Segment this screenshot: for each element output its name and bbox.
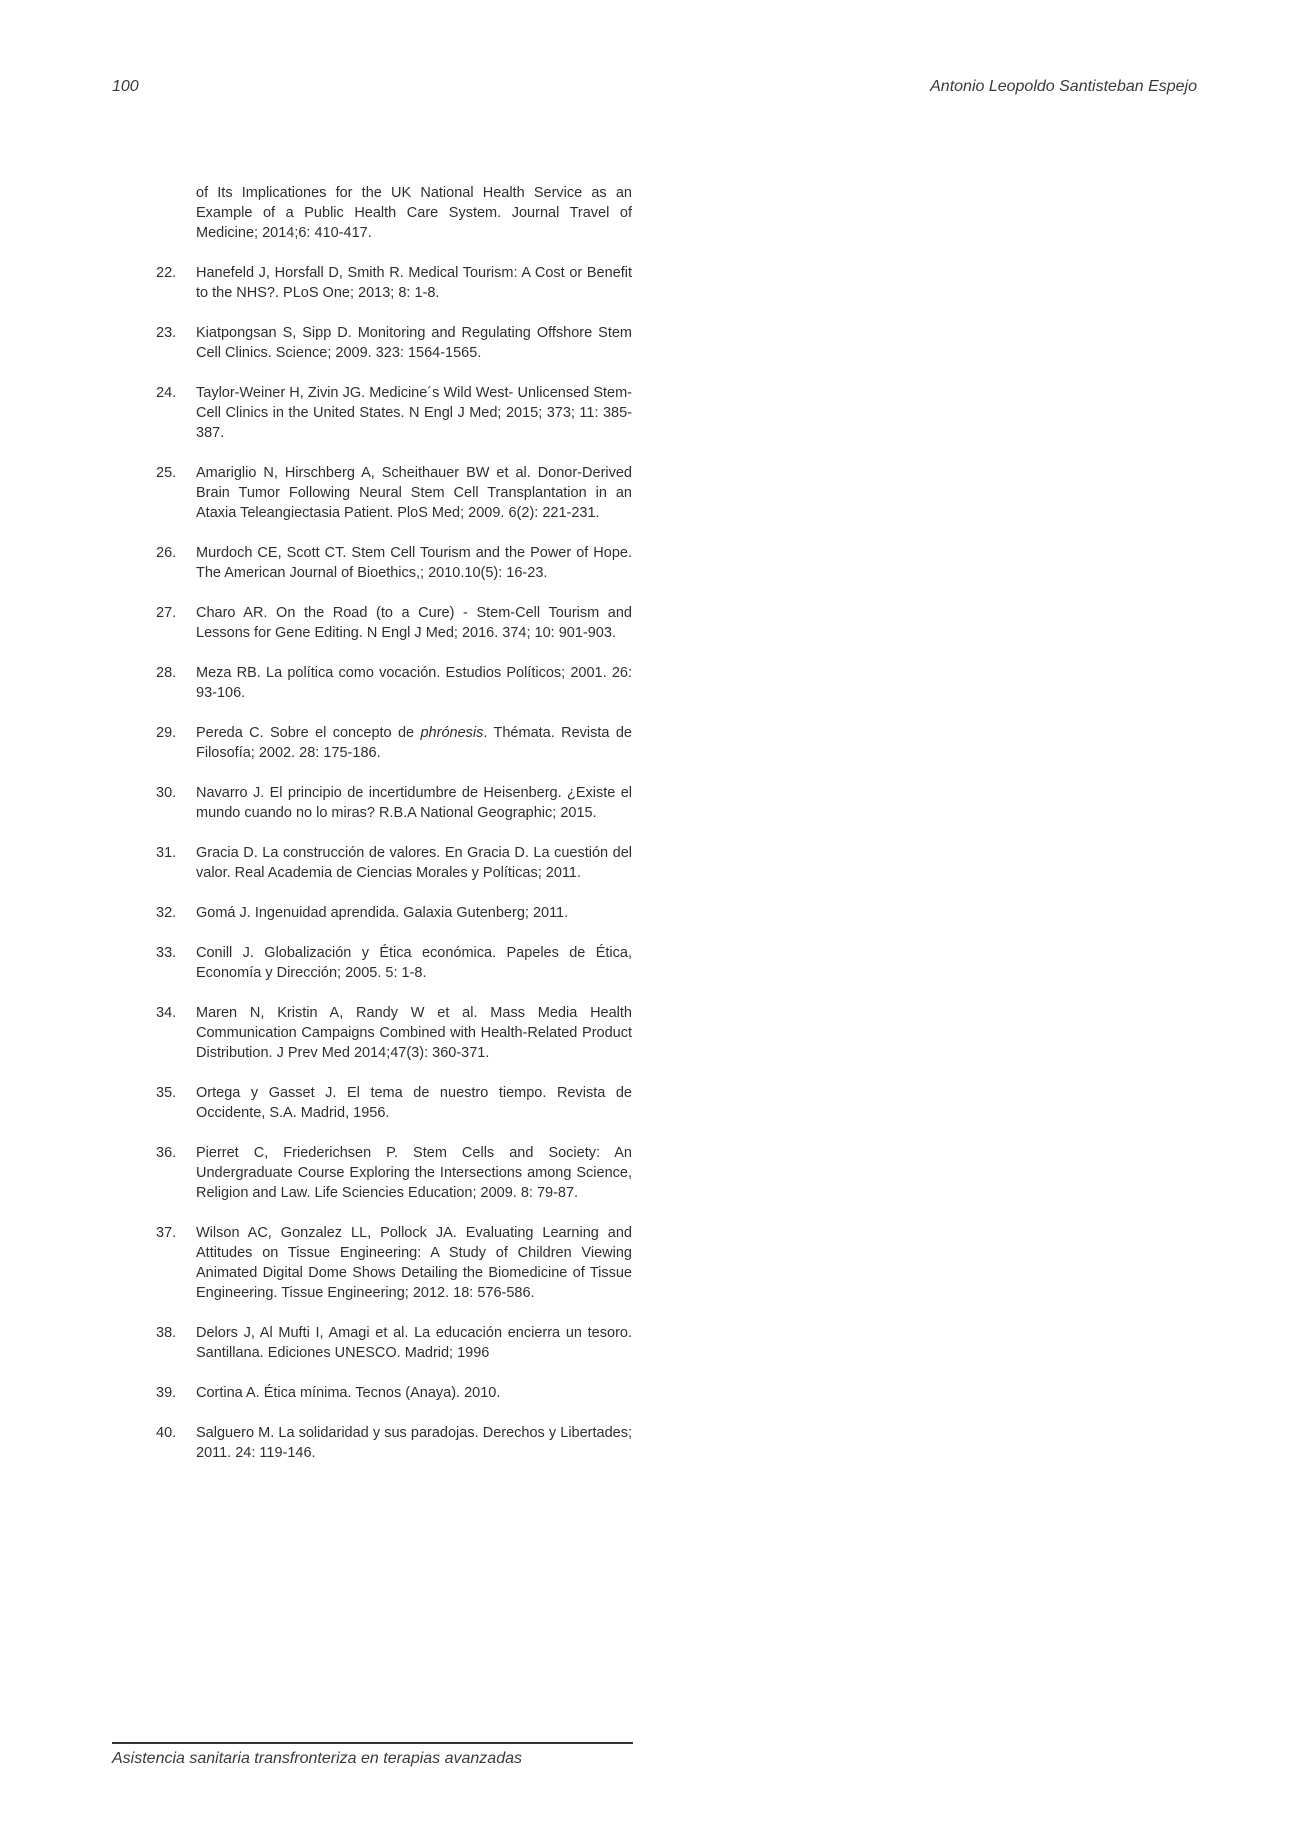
reference-number: 38. <box>156 1325 177 1341</box>
footer-divider <box>112 1742 633 1744</box>
reference-text: Gracia D. La construcción de valores. En Gracia D. La cuestión del valor. Real Academia de Ciencias Morales y Políticas; 2011. <box>196 845 632 881</box>
reference-number: 26. <box>156 545 177 561</box>
reference-item <box>150 1083 632 1123</box>
reference-list <box>150 183 632 1483</box>
reference-number: 25. <box>156 465 177 481</box>
reference-number: 39. <box>156 1385 177 1401</box>
reference-item <box>150 543 632 583</box>
reference-item <box>150 783 632 823</box>
reference-text: Pierret C, Friederichsen P. Stem Cells and Society: An Undergraduate Course Exploring the Intersections among Science, Religion and Law. Life Sciencies Education; 2009. 8: 79-87. <box>196 1145 632 1201</box>
reference-item <box>150 1223 632 1303</box>
reference-text: Navarro J. El principio de incertidumbre de Heisenberg. ¿Existe el mundo cuando no lo miras? R.B.A National Geographic; 2015. <box>196 785 632 821</box>
reference-text: Murdoch CE, Scott CT. Stem Cell Tourism and the Power of Hope. The American Journal of Bioethics,; 2010.10(5): 16-23. <box>196 545 632 581</box>
reference-text: Cortina A. Ética mínima. Tecnos (Anaya). 2010. <box>196 1385 501 1401</box>
reference-text: Meza RB. La política como vocación. Estudios Políticos; 2001. 26: 93-106. <box>196 665 632 701</box>
reference-text: Salguero M. La solidaridad y sus paradojas. Derechos y Libertades; 2011. 24: 119-146. <box>196 1425 632 1461</box>
reference-item <box>150 1143 632 1203</box>
reference-text: Taylor-Weiner H, Zivin JG. Medicine´s Wild West- Unlicensed Stem-Cell Clinics in the United States. N Engl J Med; 2015; 373; 11: 385-387. <box>196 385 632 441</box>
reference-item <box>150 183 632 243</box>
reference-item <box>150 463 632 523</box>
reference-text: Conill J. Globalización y Ética económica. Papeles de Ética, Economía y Dirección; 2005. 5: 1-8. <box>196 945 632 981</box>
reference-number: 34. <box>156 1005 177 1021</box>
running-footer-title: Asistencia sanitaria transfronteriza en terapias avanzadas <box>112 1750 522 1767</box>
reference-number <box>150 183 196 243</box>
reference-item <box>150 1003 632 1063</box>
reference-item <box>150 943 632 983</box>
reference-text: Delors J, Al Mufti I, Amagi et al. La educación encierra un tesoro. Santillana. Ediciones UNESCO. Madrid; 1996 <box>196 1325 632 1361</box>
reference-text: Hanefeld J, Horsfall D, Smith R. Medical Tourism: A Cost or Benefit to the NHS?. PLoS One; 2013; 8: 1-8. <box>196 265 632 301</box>
reference-number: 29. <box>156 725 177 741</box>
reference-number: 28. <box>156 665 177 681</box>
reference-number: 24. <box>156 385 177 401</box>
reference-item <box>150 723 632 763</box>
reference-text: Kiatpongsan S, Sipp D. Monitoring and Regulating Offshore Stem Cell Clinics. Science; 2009. 323: 1564-1565. <box>196 325 632 361</box>
reference-text <box>196 723 632 763</box>
reference-number: 30. <box>156 785 177 801</box>
reference-number: 27. <box>156 605 177 621</box>
reference-number: 31. <box>156 845 177 861</box>
reference-text: Gomá J. Ingenuidad aprendida. Galaxia Gutenberg; 2011. <box>196 905 569 921</box>
reference-item <box>150 903 632 923</box>
running-header-author: Antonio Leopoldo Santisteban Espejo <box>930 78 1197 95</box>
reference-item <box>150 843 632 883</box>
reference-text: Charo AR. On the Road (to a Cure) - Stem-Cell Tourism and Lessons for Gene Editing. N Engl J Med; 2016. 374; 10: 901-903. <box>196 605 632 641</box>
reference-text: Ortega y Gasset J. El tema de nuestro tiempo. Revista de Occidente, S.A. Madrid, 1956. <box>196 1085 632 1121</box>
reference-text-italic: phrónesis <box>420 725 484 741</box>
reference-number: 40. <box>156 1425 177 1441</box>
reference-text-after: . Thémata. Revista de Filosofía; 2002. 28: 175-186. <box>196 725 632 761</box>
reference-text-before: Pereda C. Sobre el concepto de <box>196 725 421 741</box>
reference-item <box>150 263 632 303</box>
reference-number: 22. <box>156 265 177 281</box>
reference-number: 35. <box>156 1085 177 1101</box>
reference-text: Wilson AC, Gonzalez LL, Pollock JA. Evaluating Learning and Attitudes on Tissue Engineering: A Study of Children Viewing Animated Digital Dome Shows Detailing the Biomedicine of Tissue Engineering. Tissue Engineering; 2012. 18: 576-586. <box>196 1225 632 1301</box>
reference-item <box>150 1323 632 1363</box>
reference-number: 23. <box>156 325 177 341</box>
reference-number: 36. <box>156 1145 177 1161</box>
reference-item <box>150 663 632 703</box>
reference-item <box>150 1383 632 1403</box>
reference-number: 32. <box>156 905 177 921</box>
reference-number: 37. <box>156 1225 177 1241</box>
reference-item <box>150 323 632 363</box>
reference-text: Amariglio N, Hirschberg A, Scheithauer BW et al. Donor-Derived Brain Tumor Following Neural Stem Cell Transplantation in an Ataxia Teleangiectasia Patient. PloS Med; 2009. 6(2): 221-231. <box>196 465 632 521</box>
reference-text: Maren N, Kristin A, Randy W et al. Mass Media Health Communication Campaigns Combined with Health-Related Product Distribution. J Prev Med 2014;47(3): 360-371. <box>196 1005 632 1061</box>
reference-item <box>150 603 632 643</box>
reference-item <box>150 383 632 443</box>
reference-item <box>150 1423 632 1463</box>
reference-number: 33. <box>156 945 177 961</box>
reference-text: of Its Implicationes for the UK National Health Service as an Example of a Public Health Care System. Journal Travel of Medicine; 2014;6: 410-417. <box>196 185 632 241</box>
page-number: 100 <box>112 78 139 95</box>
